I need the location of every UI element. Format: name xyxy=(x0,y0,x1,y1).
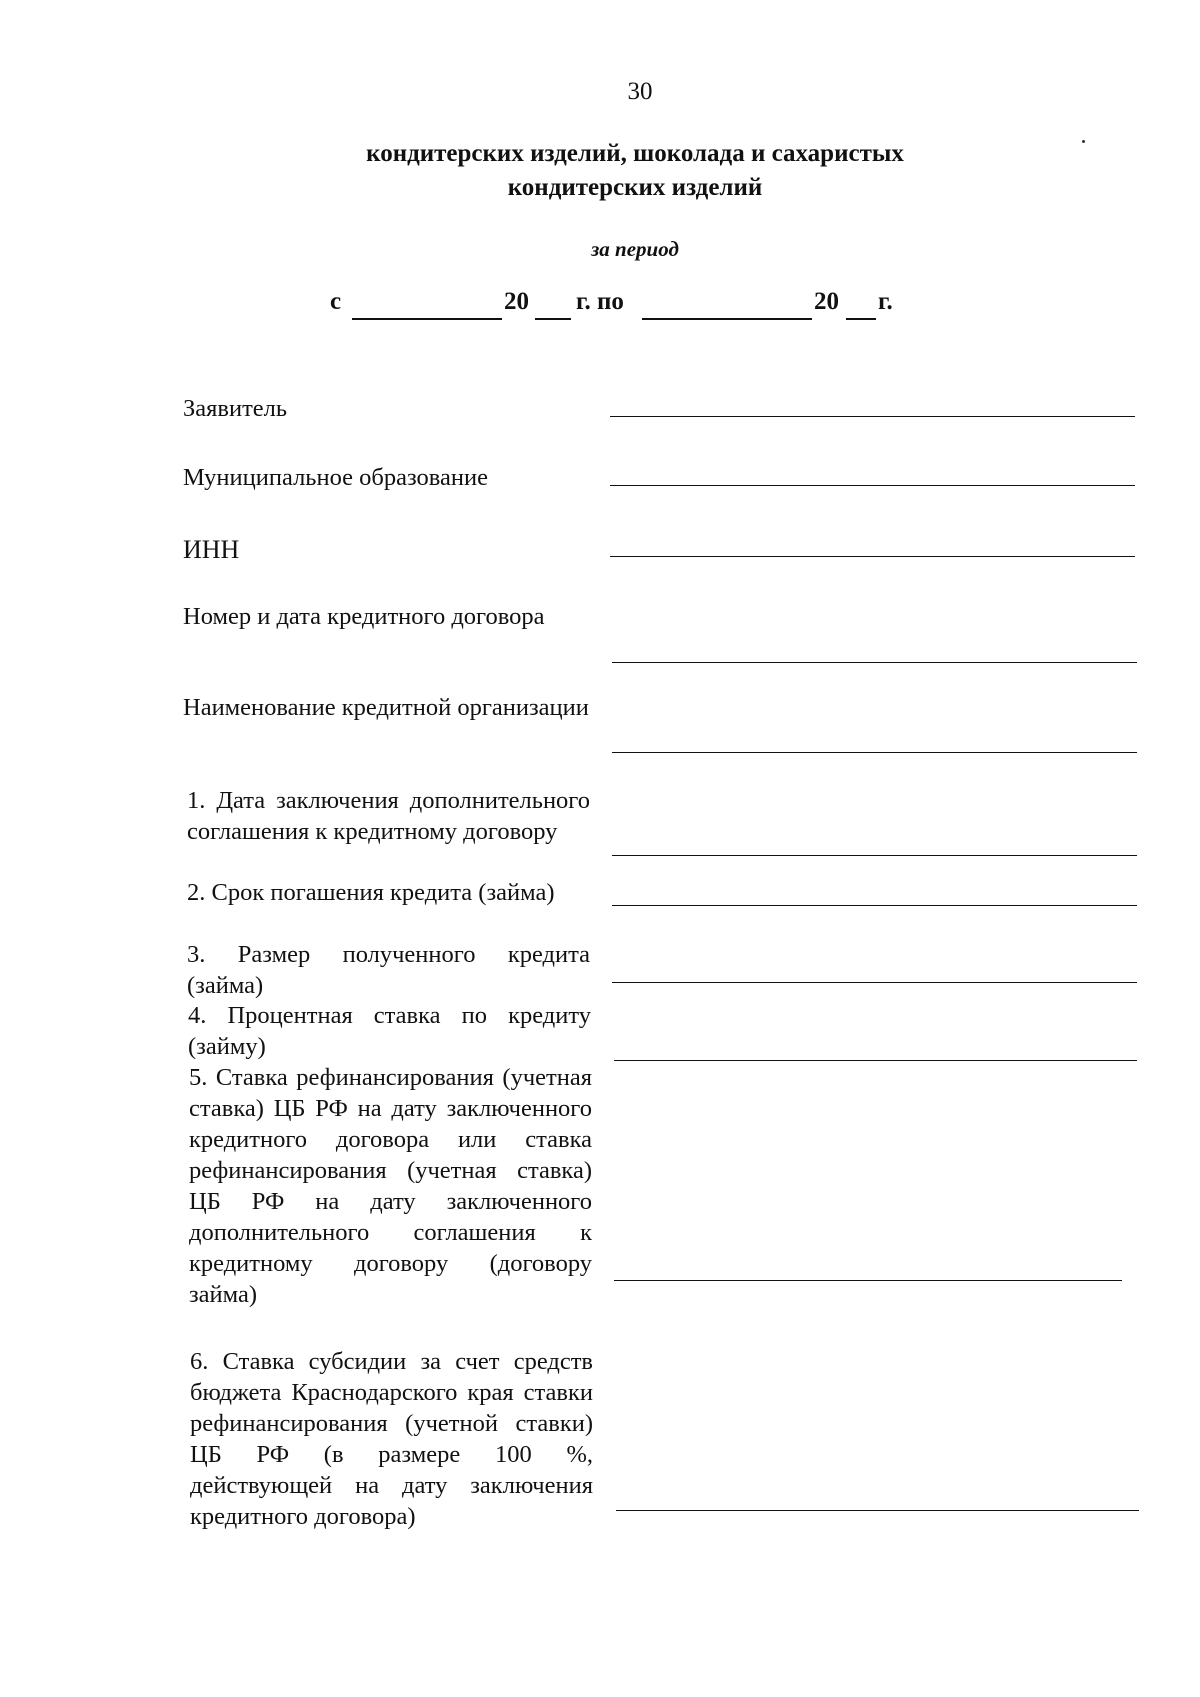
title-line-1: кондитерских изделий, шоколада и сахаристых xyxy=(366,140,904,167)
item-4-label: 4. Процентная ставка по кредиту (займу) xyxy=(188,1002,591,1060)
period-end-label: г. xyxy=(878,288,893,315)
item-4-field[interactable] xyxy=(614,1060,1137,1061)
period-year1-blank[interactable] xyxy=(535,318,571,320)
item-6-label: 6. Ставка субсидии за счет средств бюджета Краснодарского края ставки рефинансирования (учетной ставки) ЦБ РФ (в размере 100 %, действующей на дату заключения кредитного договора) xyxy=(190,1348,593,1530)
title-line-2: кондитерских изделий xyxy=(507,174,763,201)
period-line xyxy=(330,288,950,328)
item-3-label: 3. Размер полученного кредита (займа) xyxy=(187,941,590,999)
municipality-field[interactable] xyxy=(610,485,1135,486)
inn-field[interactable] xyxy=(610,556,1135,557)
document-title xyxy=(240,137,1030,205)
period-to-label: г. по xyxy=(576,288,624,315)
credit-org-label: Наименование кредитной организации xyxy=(183,694,589,721)
credit-contract-field[interactable] xyxy=(612,662,1137,663)
credit-contract-label: Номер и дата кредитного договора xyxy=(183,603,545,630)
municipality-label: Муниципальное образование xyxy=(183,464,488,491)
item-6-field[interactable] xyxy=(616,1510,1139,1511)
inn-label: ИНН xyxy=(183,535,240,564)
page-number: 30 xyxy=(627,78,653,105)
period-subtitle: за период xyxy=(591,237,679,261)
item-2-field[interactable] xyxy=(612,905,1137,906)
item-5-field[interactable] xyxy=(614,1280,1122,1281)
item-2-label: 2. Срок погашения кредита (займа) xyxy=(187,879,555,906)
applicant-label: Заявитель xyxy=(183,395,288,422)
period-from-label: с xyxy=(330,288,342,315)
period-year1-prefix: 20 xyxy=(504,288,529,315)
period-from-date-blank[interactable] xyxy=(352,318,502,320)
item-3-field[interactable] xyxy=(612,982,1137,983)
period-year2-prefix: 20 xyxy=(814,288,839,315)
item-5-label: 5. Ставка рефинансирования (учетная ставка) ЦБ РФ на дату заключенного кредитного договора или ставка рефинансирования (учетная ставка) ЦБ РФ на дату заключенного дополнительного соглашения к кредитному договору (договору займа) xyxy=(189,1064,592,1308)
item-1-field[interactable] xyxy=(612,855,1137,856)
item-1-label: 1. Дата заключения дополнительного соглашения к кредитному договору xyxy=(187,787,590,845)
period-to-date-blank[interactable] xyxy=(642,318,812,320)
applicant-field[interactable] xyxy=(610,416,1135,417)
period-year2-blank[interactable] xyxy=(846,318,876,320)
credit-org-field[interactable] xyxy=(612,752,1137,753)
scan-speck xyxy=(1082,140,1085,143)
